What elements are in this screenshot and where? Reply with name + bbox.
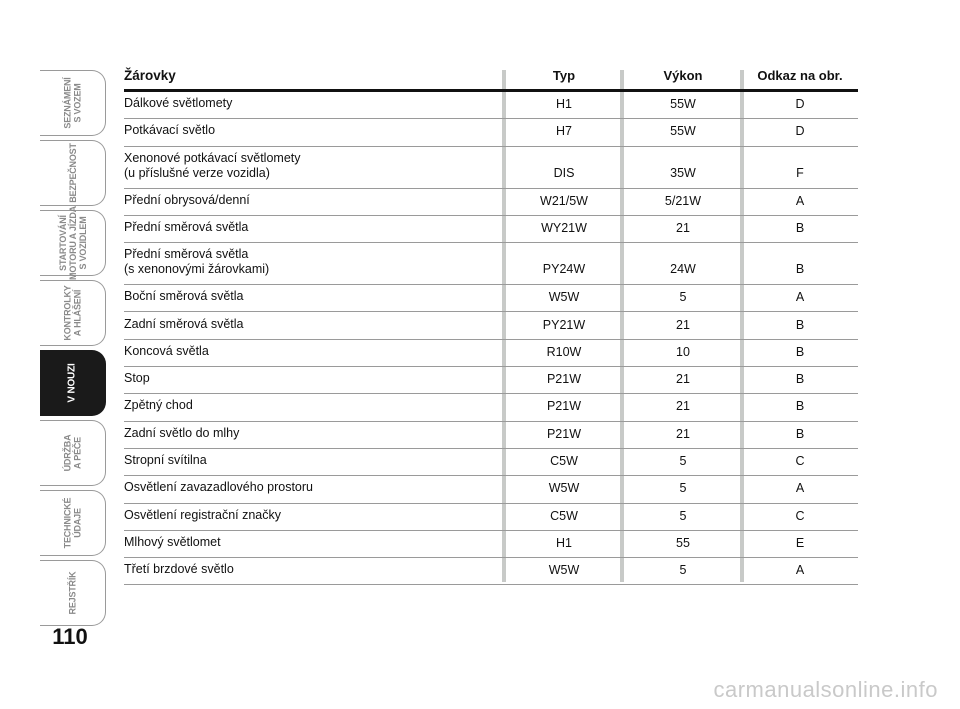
bulb-figure-ref: A [795, 290, 805, 305]
bulb-type: H1 [556, 535, 572, 550]
tab-technicke-udaje[interactable] [40, 490, 106, 556]
table-row [124, 531, 858, 558]
table-row [124, 422, 858, 449]
header-type: Typ [552, 68, 576, 83]
bulb-power: 55W [670, 124, 696, 139]
table-header [124, 64, 858, 92]
bulb-figure-ref: B [795, 344, 805, 359]
bulb-power: 21 [676, 220, 690, 235]
bulb-power: 24W [670, 262, 696, 277]
table-row [124, 476, 858, 503]
bulb-figure-ref: D [795, 97, 805, 111]
page-number: 110 [52, 624, 88, 649]
bulb-power: 5 [679, 563, 687, 578]
bulb-figure-ref: C [795, 454, 805, 468]
table-row [124, 313, 858, 340]
tab-seznameni[interactable] [40, 70, 106, 136]
tab-label: STARTOVÁNÍ MOTORU A JÍZDA S VOZIDLEM [57, 206, 88, 280]
tab-v-nouzi[interactable] [40, 350, 106, 416]
tab-kontrolky[interactable] [40, 280, 106, 346]
tab-startovani[interactable] [40, 206, 106, 280]
bulb-name: Stop [124, 371, 150, 386]
tab-label: REJSTŘÍK [67, 571, 78, 615]
bulb-type: DIS [553, 165, 575, 180]
tab-label: BEZPEČNOST [67, 143, 78, 203]
bulb-name: Potkávací světlo [124, 123, 216, 138]
table-row [124, 243, 858, 285]
tab-rejstrik[interactable] [40, 560, 106, 626]
bulb-power: 35W [670, 165, 696, 180]
bulb-type: P21W [546, 399, 582, 414]
bulb-name: Přední směrová světla (s xenonovými žárovkami) [124, 247, 270, 277]
bulb-figure-ref: B [795, 399, 805, 414]
tab-label: V NOUZI [66, 363, 78, 403]
bulb-figure-ref: E [795, 535, 805, 550]
header-power: Výkon [663, 68, 703, 83]
bulb-figure-ref: B [795, 262, 805, 277]
bulb-power: 55 [676, 535, 690, 550]
bulb-name: Koncová světla [124, 343, 209, 358]
bulb-figure-ref: F [796, 165, 804, 180]
bulb-name: Třetí brzdové světlo [124, 562, 234, 577]
bulb-type: W5W [548, 481, 580, 496]
bulb-figure-ref: A [795, 481, 805, 496]
table-row [124, 449, 858, 476]
bulb-power: 21 [676, 399, 690, 414]
bulb-figure-ref: B [795, 220, 805, 235]
tab-udrzba[interactable] [40, 420, 106, 486]
bulb-power: 5 [679, 290, 687, 305]
table-row [124, 394, 858, 421]
bulb-type: H1 [556, 97, 572, 111]
bulb-type: P21W [546, 426, 582, 441]
table-row [124, 147, 858, 189]
bulb-type: P21W [546, 372, 582, 387]
bulb-name: Boční směrová světla [124, 289, 244, 304]
tab-label: ÚDRŽBA A PÉČE [62, 434, 83, 472]
bulb-power: 5 [679, 508, 687, 523]
tab-label: TECHNICKÉ ÚDAJE [62, 497, 83, 549]
tab-label: KONTROLKY A HLÁŠENÍ [62, 285, 83, 341]
bulb-name: Xenonové potkávací světlomety (u příslušné verze vozidla) [124, 150, 301, 180]
bulb-name: Zadní směrová světla [124, 316, 244, 331]
bulb-type: W21/5W [540, 193, 588, 208]
bulb-type: WY21W [541, 220, 587, 235]
tab-bezpecnost[interactable] [40, 140, 106, 206]
bulb-figure-ref: A [795, 563, 805, 578]
bulb-type: W5W [548, 563, 580, 578]
table-row [124, 119, 858, 146]
table-row [124, 216, 858, 243]
bulb-power: 21 [676, 372, 690, 387]
bulb-name: Zpětný chod [124, 398, 193, 413]
table-row [124, 285, 858, 312]
bulb-name: Přední obrysová/denní [124, 192, 250, 207]
tab-label: SEZNÁMENÍ S VOZEM [62, 77, 83, 129]
bulb-type: R10W [546, 344, 582, 359]
bulb-type: H7 [556, 124, 572, 139]
watermark: carmanualsonline.info [713, 677, 938, 702]
header-bulbs: Žárovky [124, 68, 176, 83]
bulb-power: 21 [676, 317, 690, 332]
bulb-figure-ref: B [795, 372, 805, 387]
table-row [124, 189, 858, 216]
bulb-figure-ref: A [795, 193, 805, 208]
table-row [124, 558, 858, 585]
bulb-name: Osvětlení zavazadlového prostoru [124, 480, 313, 495]
bulb-type: PY24W [542, 262, 586, 277]
bulb-type: C5W [550, 454, 578, 468]
bulb-power: 5/21W [664, 193, 702, 208]
bulb-power: 10 [676, 344, 690, 359]
bulb-figure-ref: C [795, 508, 805, 523]
bulb-type: W5W [548, 290, 580, 305]
table-row [124, 367, 858, 394]
bulb-name: Stropní svítilna [124, 453, 207, 467]
bulb-power: 55W [670, 97, 696, 111]
bulb-name: Osvětlení registrační značky [124, 507, 282, 522]
bulb-figure-ref: B [795, 426, 805, 441]
bulb-type: PY21W [542, 317, 586, 332]
table-row [124, 340, 858, 367]
bulb-figure-ref: D [795, 124, 805, 139]
bulb-power: 5 [679, 454, 687, 468]
table-row [124, 504, 858, 531]
header-figure-ref: Odkaz na obr. [757, 68, 843, 83]
bulb-name: Mlhový světlomet [124, 534, 221, 549]
bulb-name: Zadní světlo do mlhy [124, 425, 240, 440]
bulb-name: Dálkové světlomety [124, 96, 233, 110]
table-row [124, 92, 858, 119]
bulb-type: C5W [550, 508, 578, 523]
bulb-power: 5 [679, 481, 687, 496]
bulb-name: Přední směrová světla [124, 219, 249, 234]
bulb-figure-ref: B [795, 317, 805, 332]
bulb-power: 21 [676, 426, 690, 441]
